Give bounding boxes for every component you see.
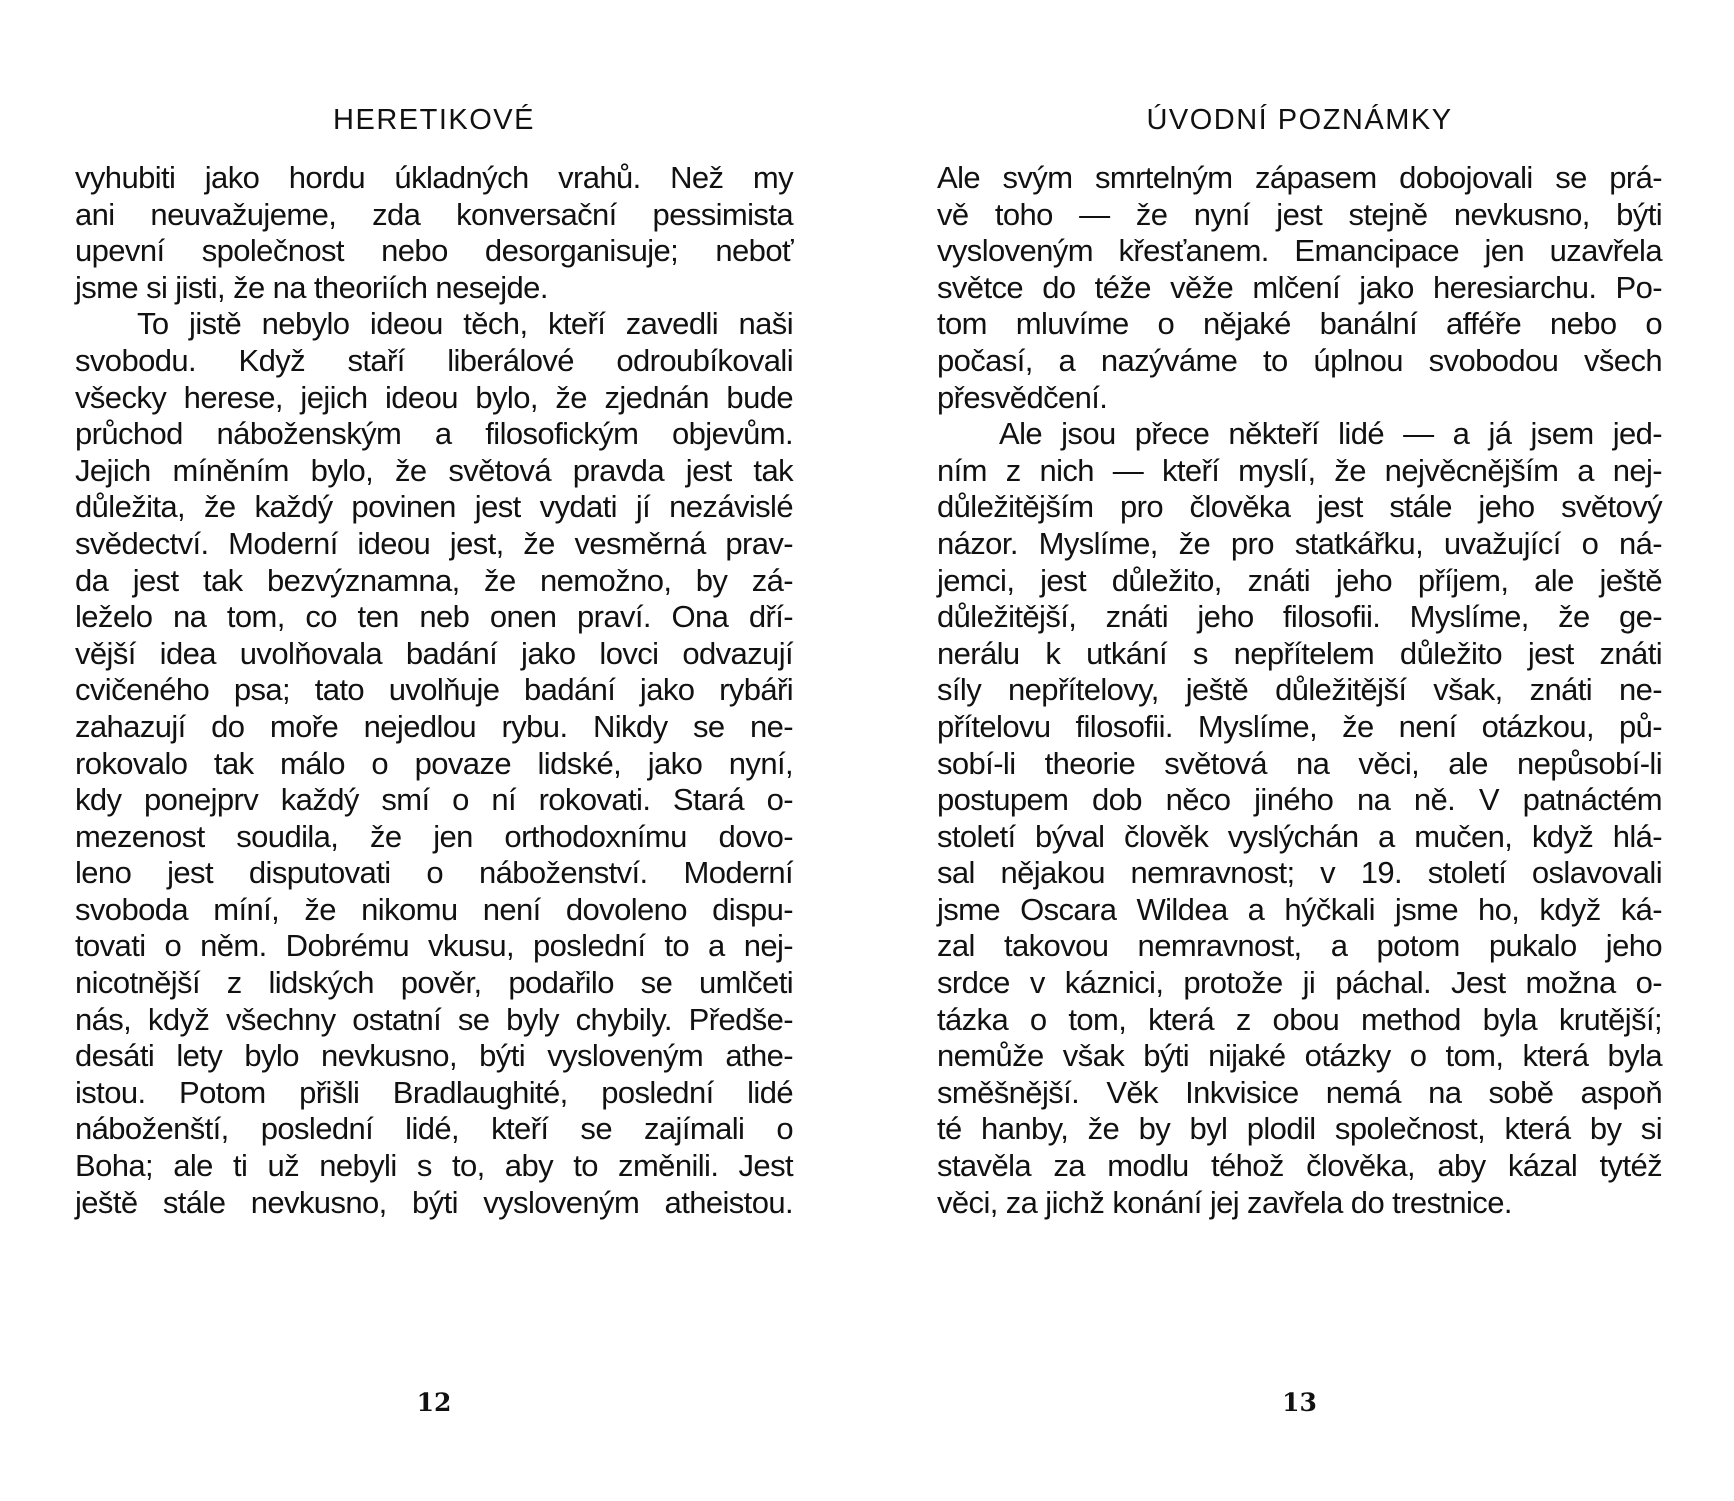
text-line: důležitějším pro člověka jest stále jeho světový: [937, 489, 1662, 525]
text-line: da jest tak bezvýznamna, že nemožno, by zá-: [75, 562, 793, 598]
text-line: jsme Oscara Wildea a hýčkali jsme ho, když ká-: [937, 891, 1662, 927]
running-head-left: HERETIKOVÉ: [333, 104, 535, 136]
text-line: náboženští, poslední lidé, kteří se zajímali o: [75, 1111, 793, 1147]
text-line: nicotnější z lidských pověr, podařilo se umlčeti: [75, 965, 793, 1001]
text-line: stavěla za modlu téhož člověka, aby kázal tytéž: [937, 1148, 1662, 1184]
page-number-right: 13: [1282, 1388, 1317, 1417]
text-line: tovati o něm. Dobrému vkusu, poslední to a nej-: [75, 928, 793, 964]
text-line: nemůže však býti nijaké otázky o tom, která byla: [937, 1038, 1662, 1074]
text-line: názor. Myslíme, že pro statkářku, uvažující o ná-: [937, 525, 1662, 561]
text-line: Boha; ale ti už nebyli s to, aby to změnili. Jest: [75, 1148, 793, 1184]
text-line: vě toho — že nyní jest stejně nevkusno, býti: [937, 196, 1662, 232]
text-line: jsme si jisti, že na theoriích nesejde.: [75, 269, 548, 305]
text-line: Jejich míněním bylo, že světová pravda jest tak: [75, 452, 793, 488]
text-line: jemci, jest důležito, znáti jeho příjem, ale ještě: [937, 562, 1662, 598]
text-line: směšnější. Věk Inkvisice nemá na sobě aspoň: [937, 1074, 1662, 1110]
running-head-right: ÚVODNÍ POZNÁMKY: [1146, 104, 1453, 136]
text-line: důležitější, znáti jeho filosofii. Myslíme, že ge-: [937, 599, 1662, 635]
text-line: přítelovu filosofii. Myslíme, že není otázkou, pů-: [937, 708, 1662, 744]
text-line: svědectví. Moderní ideou jest, že vesměrná prav-: [75, 525, 793, 561]
left-page-body: [75, 160, 793, 1221]
text-line: desáti lety bylo nevkusno, býti vysloveným athe-: [75, 1038, 793, 1074]
text-line: zahazují do moře nejedlou rybu. Nikdy se ne-: [75, 708, 793, 744]
text-line: průchod náboženským a filosofickým objevům.: [75, 416, 793, 452]
text-line: ani neuvažujeme, zda konversační pessimista: [75, 196, 793, 232]
text-line: postupem dob něco jiného na ně. V patnáctém: [937, 782, 1662, 818]
text-line: To jistě nebylo ideou těch, kteří zavedli naši: [137, 306, 793, 342]
text-line: svobodu. Když staří liberálové odroubíkovali: [75, 342, 793, 378]
page-number-left: 12: [416, 1388, 452, 1417]
text-line: sal nějakou nemravnost; v 19. století oslavovali: [937, 855, 1662, 891]
text-line: sobí-li theorie světová na věci, ale nepůsobí-li: [937, 745, 1662, 781]
text-line: upevní společnost nebo desorganisuje; neboť: [75, 233, 793, 269]
text-line: vysloveným křesťanem. Emancipace jen uzavřela: [937, 233, 1662, 269]
text-line: důležita, že každý povinen jest vydati jí nezávislé: [75, 489, 793, 525]
text-line: věci, za jichž konání jej zavřela do trestnice.: [937, 1184, 1512, 1220]
text-line: přesvědčení.: [937, 379, 1108, 415]
text-line: století býval člověk vyslýchán a mučen, když hlá-: [937, 818, 1662, 854]
text-line: tom mluvíme o nějaké banální afféře nebo o: [937, 306, 1662, 342]
text-line: ním z nich — kteří myslí, že nejvěcnějším a nej-: [937, 452, 1662, 488]
text-line: mezenost soudila, že jen orthodoxnímu dovo-: [75, 818, 793, 854]
text-line: Ale jsou přece někteří lidé — a já jsem jed-: [999, 416, 1662, 452]
text-line: ještě stále nevkusno, býti vysloveným atheistou.: [75, 1184, 793, 1220]
text-line: nerálu k utkání s nepřítelem důležito jest znáti: [937, 635, 1662, 671]
right-page-body: [937, 160, 1662, 1221]
text-line: svoboda míní, že nikomu není dovoleno dispu-: [75, 891, 793, 927]
text-line: kdy ponejprv každý smí o ní rokovati. Stará o-: [75, 782, 793, 818]
text-line: tázka o tom, která z obou method byla krutější;: [937, 1001, 1662, 1037]
text-line: té hanby, že by byl plodil společnost, která by si: [937, 1111, 1662, 1147]
text-line: nás, když všechny ostatní se byly chybily. Předše-: [75, 1001, 793, 1037]
text-line: síly nepřítelovy, ještě důležitější však, znáti ne-: [937, 672, 1662, 708]
text-line: istou. Potom přišli Bradlaughité, poslední lidé: [75, 1074, 793, 1110]
text-line: leželo na tom, co ten neb onen praví. Ona dří-: [75, 599, 793, 635]
text-line: zal takovou nemravnost, a potom pukalo jeho: [937, 928, 1662, 964]
text-line: cvičeného psa; tato uvolňuje badání jako rybáři: [75, 672, 793, 708]
text-line: světce do téže věže mlčení jako heresiarchu. Po-: [937, 269, 1662, 305]
text-line: rokovalo tak málo o povaze lidské, jako nyní,: [75, 745, 793, 781]
text-line: vyhubiti jako hordu úkladných vrahů. Než my: [75, 160, 793, 195]
text-line: Ale svým smrtelným zápasem dobojovali se prá-: [937, 160, 1662, 195]
text-line: leno jest disputovati o náboženství. Moderní: [75, 855, 793, 891]
text-line: srdce v káznici, protože ji páchal. Jest možna o-: [937, 965, 1662, 1001]
text-line: vější idea uvolňovala badání jako lovci odvazují: [75, 635, 793, 671]
text-line: počasí, a nazýváme to úplnou svobodou všech: [937, 342, 1662, 378]
text-line: všecky herese, jejich ideou bylo, že zjednán bude: [75, 379, 793, 415]
